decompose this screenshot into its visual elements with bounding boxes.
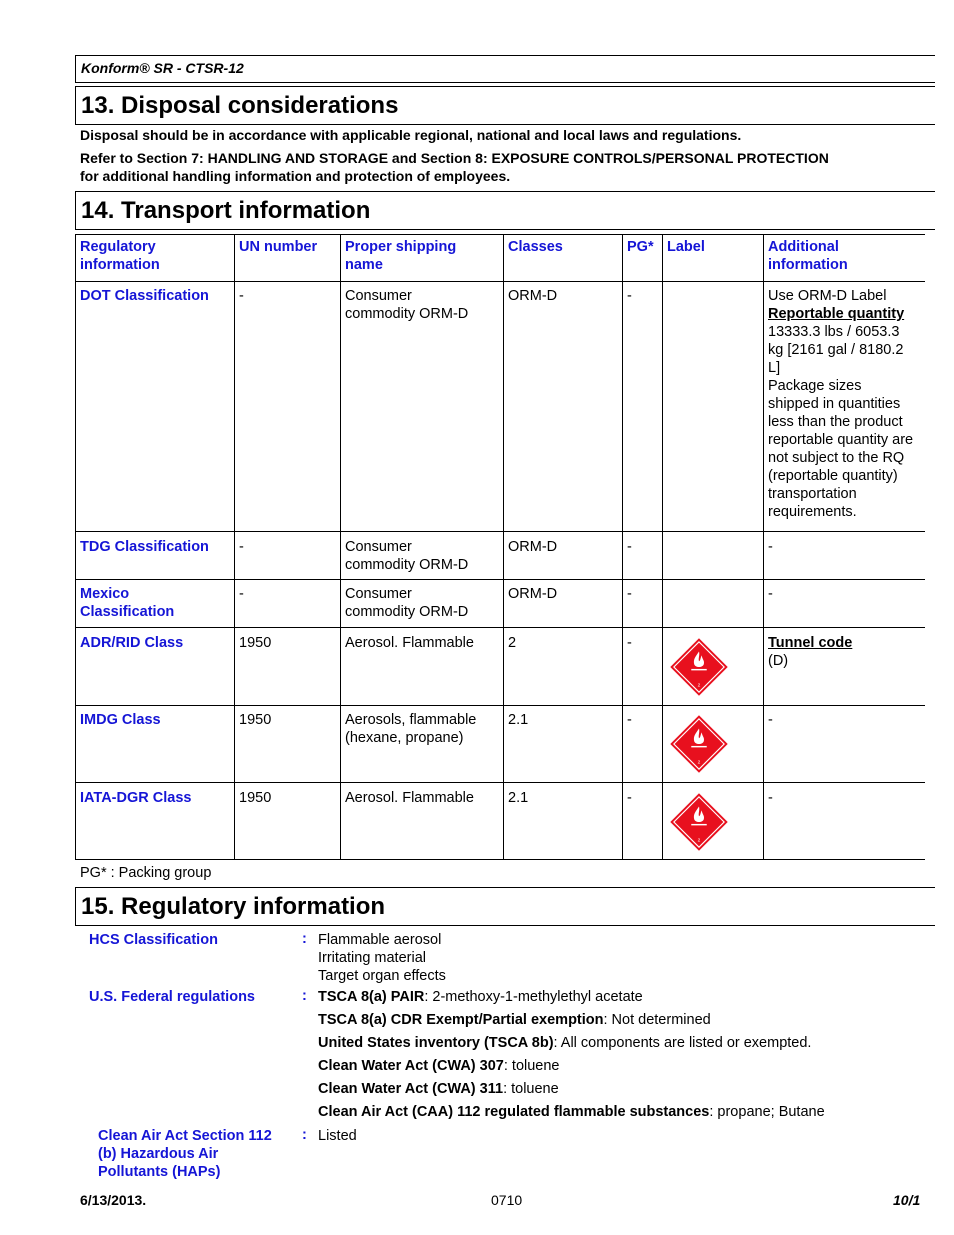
row-iata-pg: -	[627, 790, 632, 806]
row-dot-additional: Use ORM-D Label Reportable quantity 13333.3 lbs / 6053.3 kg [2161 gal / 8180.2 L] Package sizes shipped in quantities less than the product reportable quantity are not subject to the RQ (reportable quantity) transportation requirements.	[768, 288, 914, 520]
product-name: Konform® SR - CTSR-12	[81, 60, 244, 76]
row-dot-psn: Consumer commodity ORM-D	[345, 288, 469, 322]
label-number: 2	[697, 760, 701, 766]
federal-item: TSCA 8(a) CDR Exempt/Partial exemption: Not determined	[318, 1012, 711, 1028]
row-tdg-un: -	[239, 539, 244, 555]
disposal-text-2b: for additional handling information and protection of employees.	[80, 168, 511, 184]
flammable-diamond-icon	[670, 793, 728, 851]
header-classes: Classes	[508, 239, 563, 255]
header-un-number: UN number	[239, 239, 318, 255]
row-tdg-additional: -	[768, 539, 773, 555]
section-14-title: 14. Transport information	[81, 197, 371, 224]
row-imdg-un: 1950	[239, 712, 272, 728]
row-tdg-psn: Consumer commodity ORM-D	[345, 539, 469, 573]
row-mexico-class: ORM-D	[508, 586, 558, 602]
footer-page: 10/1	[893, 1192, 921, 1208]
row-mexico-psn: Consumer commodity ORM-D	[345, 586, 469, 620]
section-15-title: 15. Regulatory information	[81, 893, 386, 920]
section-15-heading	[75, 887, 935, 926]
colon: :	[302, 988, 307, 1004]
row-imdg-additional: -	[768, 712, 773, 728]
flammable-diamond-icon	[670, 715, 728, 773]
row-mexico-pg: -	[627, 586, 632, 602]
row-mexico-regulatory: Mexico Classification	[80, 586, 175, 620]
row-mexico-un: -	[239, 586, 244, 602]
disposal-text-2a: Refer to Section 7: HANDLING AND STORAGE and Section 8: EXPOSURE CONTROLS/PERSONAL PROTECTION	[80, 150, 829, 166]
row-dot-pg: -	[627, 288, 632, 304]
product-header	[75, 55, 935, 83]
packing-group-footnote: PG* : Packing group	[80, 865, 212, 881]
footer-code: 0710	[491, 1192, 523, 1208]
row-adr-additional: Tunnel code (D)	[768, 635, 853, 669]
row-adr-psn: Aerosol. Flammable	[345, 635, 474, 651]
row-adr-regulatory: ADR/RID Class	[80, 635, 184, 651]
row-tdg-pg: -	[627, 539, 632, 555]
colon: :	[302, 931, 307, 947]
federal-item: Clean Air Act (CAA) 112 regulated flammable substances: propane; Butane	[318, 1104, 825, 1120]
row-imdg-pg: -	[627, 712, 632, 728]
disposal-text-1: Disposal should be in accordance with applicable regional, national and local laws and regulations.	[80, 127, 742, 143]
footer-date: 6/13/2013.	[80, 1192, 147, 1208]
colon: :	[302, 1127, 307, 1143]
row-imdg-class: 2.1	[508, 712, 529, 728]
header-regulatory: Regulatory information	[80, 239, 160, 273]
clean-air-act-112b-value: Listed	[318, 1128, 357, 1144]
row-dot-class: ORM-D	[508, 288, 558, 304]
federal-item: United States inventory (TSCA 8b): All components are listed or exempted.	[318, 1035, 812, 1051]
section-13-title: 13. Disposal considerations	[81, 92, 399, 119]
row-iata-additional: -	[768, 790, 773, 806]
row-dot-regulatory: DOT Classification	[80, 288, 209, 304]
row-adr-pg: -	[627, 635, 632, 651]
label-number: 2	[697, 683, 701, 689]
flammable-diamond-icon	[670, 638, 728, 696]
row-iata-psn: Aerosol. Flammable	[345, 790, 474, 806]
header-additional-info: Additional information	[768, 239, 848, 273]
row-adr-un: 1950	[239, 635, 272, 651]
row-imdg-psn: Aerosols, flammable (hexane, propane)	[345, 712, 477, 746]
federal-item: TSCA 8(a) PAIR: 2-methoxy-1-methylethyl acetate	[318, 989, 643, 1005]
header-pg: PG*	[627, 239, 654, 255]
header-proper-shipping-name: Proper shipping name	[345, 239, 457, 273]
section-13-heading	[75, 86, 935, 125]
hcs-classification-label: HCS Classification	[89, 932, 218, 948]
clean-air-act-112b-label: Clean Air Act Section 112 (b) Hazardous Air Pollutants (HAPs)	[98, 1128, 272, 1180]
row-iata-class: 2.1	[508, 790, 529, 806]
row-tdg-regulatory: TDG Classification	[80, 539, 209, 555]
federal-item: Clean Water Act (CWA) 307: toluene	[318, 1058, 560, 1074]
row-imdg-regulatory: IMDG Class	[80, 712, 161, 728]
hcs-classification-values: Flammable aerosol Irritating material Target organ effects	[318, 932, 446, 984]
header-label: Label	[667, 239, 705, 255]
row-mexico-additional: -	[768, 586, 773, 602]
us-federal-regulations-label: U.S. Federal regulations	[89, 989, 255, 1005]
row-iata-regulatory: IATA-DGR Class	[80, 790, 192, 806]
row-tdg-class: ORM-D	[508, 539, 558, 555]
label-number: 2	[697, 838, 701, 844]
row-iata-un: 1950	[239, 790, 272, 806]
section-14-heading	[75, 191, 935, 230]
federal-item: Clean Water Act (CWA) 311: toluene	[318, 1081, 559, 1097]
row-adr-class: 2	[508, 635, 517, 651]
row-dot-un: -	[239, 288, 244, 304]
